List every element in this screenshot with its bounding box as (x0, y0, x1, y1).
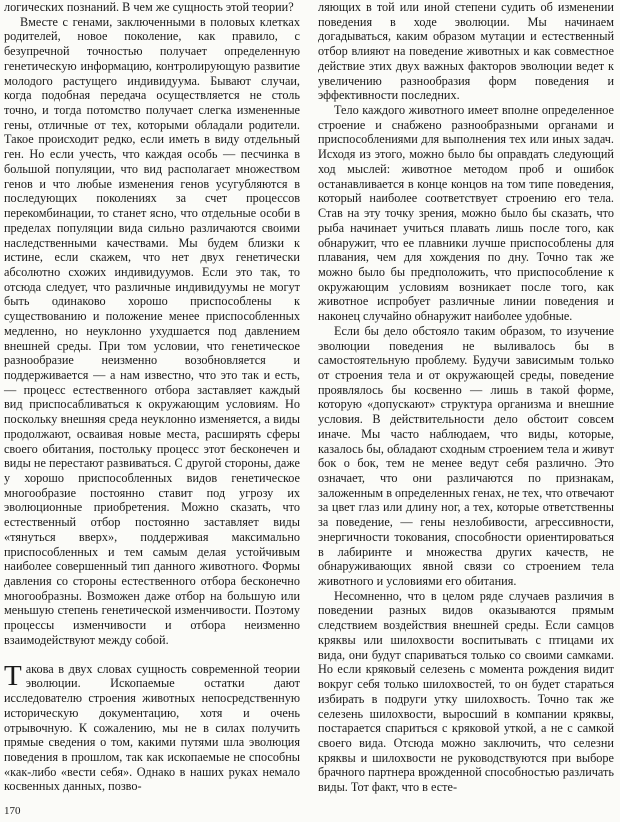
paragraph: ляющих в той или иной степени судить об изменении поведения в ходе эволюции. Мы начинаем догадываться, каким образом мутации и естественный отбор влияют на поведение животных и как совместное действие этих двух важных факторов эволюции ведет к увеличению разнообразия форм поведения и эффективности последних. (318, 0, 614, 103)
right-column (318, 0, 614, 795)
paragraph: Если бы дело обстояло таким образом, то изучение эволюции поведения не выливалось бы в самостоятельную проблему. Будучи зависимым только от строения тела и от окружающей среды, поведение проявлялось бы косвенно — лишь в такой форме, которую «допускают» структура организма и внешние условия. В действительности дело обстоит совсем иначе. Мы часто наблюдаем, что виды, которые, казалось бы, обладают сходным строением тела и живут бок о бок, тем не менее ведут себя различно. Это означает, что они различаются по признакам, заложенным в определенных генах, не тех, что отвечают за цвет глаз или длину ног, а тех, которые ответственны за поведение, — гены незлобивости, агрессивности, энергичности токования, способности ориентироваться в лабиринте и множества других качеств, не обнаруживающих явной связи со строением тела животного и условиями его обитания. (318, 323, 615, 589)
paragraph: Тело каждого животного имеет вполне определенное строение и снабжено разнообразными органами и приспособлениями для выполнения тех или иных задач. Исходя из этого, можно было бы оправдать следующий ход мыслей: животное методом проб и ошибок останавливается в конце концов на том типе поведения, который наиболее соответствует строению его тела. Став на эту точку зрения, можно было бы сказать, что рыба начинает учиться плавать лишь после того, как обнаружит, что ее плавники лучше приспособлены для плавания, чем для хождения по дну. Точно так же можно было бы предположить, что приспособление к окружающим условиям возникает после того, как животное испробует различные линии поведения и наконец случайно обнаружит наиболее удобные. (318, 103, 614, 324)
section-start-paragraph (4, 659, 300, 794)
left-column (4, 0, 300, 794)
page-number: 170 (4, 805, 21, 817)
paragraph: Несомненно, что в целом ряде случаев различия в поведении разных видов оказываются прямым следствием воздействия внешней среды. Если самцов кряквы или шилохвости воспитывать с птицами их вида, они будут спариваться только со своими самками. Но если кряковый селезень с момента рождения видит вокруг себя только шилохвостей, то он будет стараться избирать в подруги утку шилохвость. Точно так же селезень шилохвости, выросший в компании кряквы, постарается спариться с кряковой уткой, а не с самкой своего вида. Отсюда можно заключить, что селезни кряквы и шилохвости не руководствуются при выборе брачного партнера врожденной способностью различать виды. Тот факт, что в есте- (318, 588, 614, 795)
paragraph-text: акова в двух словах сущность современной теории эволюции. Ископаемые остатки дают исследователю строения животных непосредственную историческую документацию, хотя и очень отрывочную. К сожалению, мы не в силах получить прямые сведения о том, какими путями шла эволюция поведения в прошлом, так как ископаемые не способны «как-либо «вести себя». Однако в наших руках немало косвенных данных, позво- (4, 661, 300, 794)
drop-cap: Т (4, 659, 22, 692)
paragraph: логических познаний. В чем же сущность этой теории? (4, 0, 294, 14)
paragraph: Вместе с генами, заключенными в половых клетках родителей, новое поколение, как правило, с безупречной точностью получает определенную генетическую информацию, контролирующую развитие молодого растущего индивидуума. Бывают случаи, когда подобная передача осуществляется не столь точно, и тогда потомство получает слегка измененные гены, отличные от тех, которыми обладали родители. Такое происходит редко, если иметь в виду отдельный ген. Но если учесть, что каждая особь — песчинка в большой популяции, что вид располагает множеством генов и что любые изменения генов усугубляются в последующих поколениях за счет процессов перекомбинации, то станет ясно, что отдельные особи в пределах популяции вида сильно различаются своими наследственными качествами. Мы будем близки к истине, если скажем, что нет двух генетически абсолютно схожих индивидуумов. Если это так, то отсюда следует, что различные индивидуумы не могут быть одинаково хорошо приспособлены к существованию и положение менее приспособленных медленно, но неуклонно ухудшается под давлением внешней среды. При том условии, что генетическое разнообразие неизменно возобновляется и поддерживается — а нам известно, что это так и есть, — процесс естественного отбора заставляет каждый вид приспосабливаться к окружающим условиям. Но поскольку внешняя среда неуклонно изменяется, а виды продолжают, осваивая новые места, расширять сферы своего обитания, постольку процесс этот бесконечен и виды не перестают развиваться. С другой стороны, даже у хорошо приспособленных видов генетическое многообразие постоянно ставит под угрозу их эволюционные приобретения. Можно сказать, что естественный отбор постоянно заставляет виды «тянуться вверх», поддерживая максимально приспособленных и тем самым делая устойчивым наиболее совершенный тип данного животного. Формы давления со стороны естественного отбора бесконечно многообразны. Возможен даже отбор на большую или меньшую степень генетической изменчивости. Поэтому процессы изменчивости и отбора неизменно взаимодействуют между собой. (4, 14, 300, 647)
